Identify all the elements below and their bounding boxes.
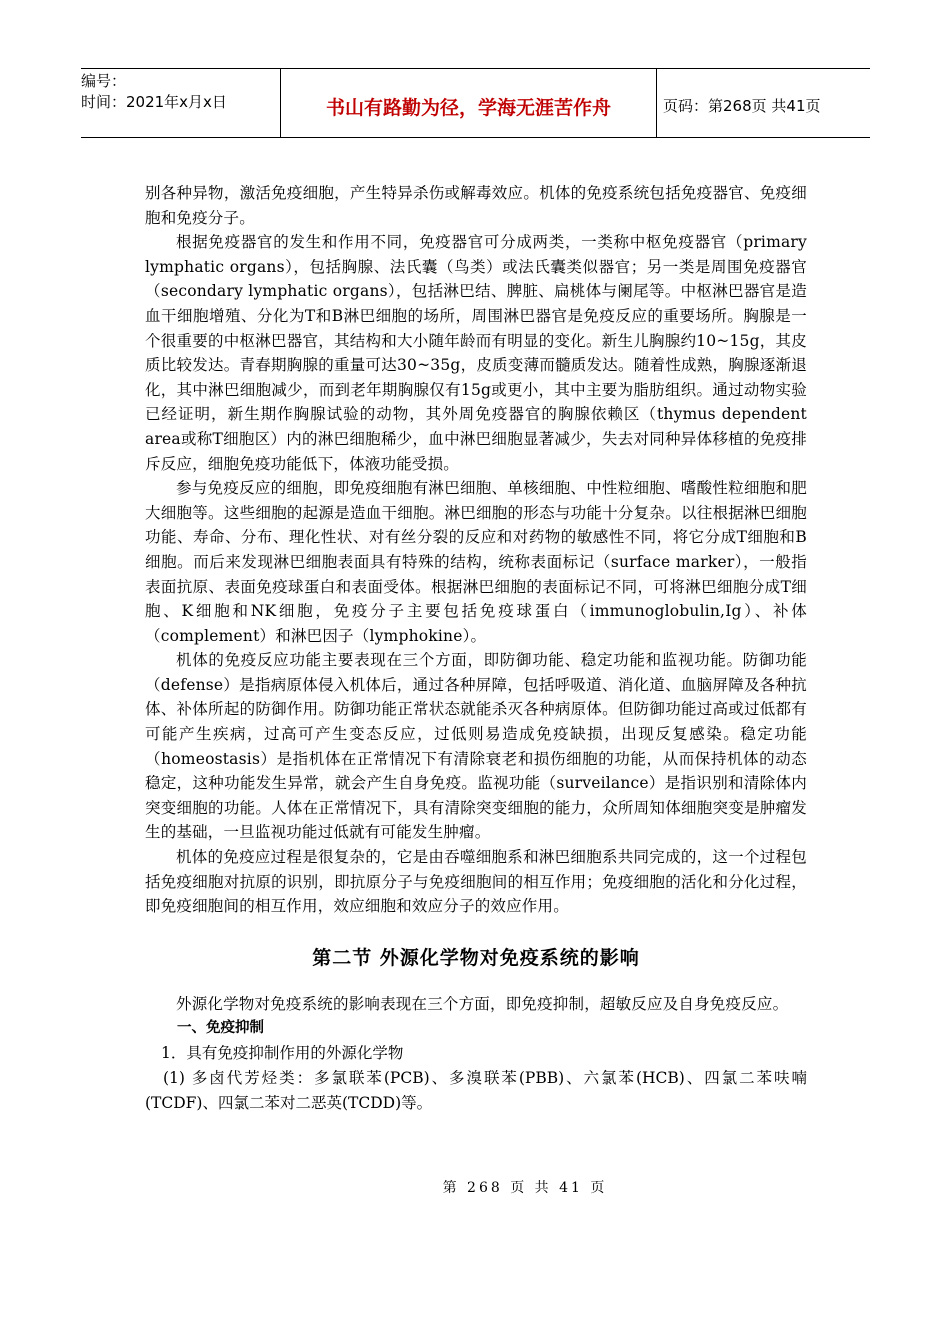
section-title: 第二节 外源化学物对免疫系统的影响 [312,946,640,969]
paragraph: 机体的免疫反应功能主要表现在三个方面，即防御功能、稳定功能和监视功能。防御功能（defense）是指病原体侵入机体后，通过各种屏障，包括呼吸道、消化道、血脑屏障及各种抗体、补体所起的防御作用。防御功能正常状态就能杀灭各种病原体。但防御功能过高或过低都有可能产生疾病，过高可产生变态反应，过低则易造成免疫缺损，出现反复感染。稳定功能（homeostasis）是指机体在正常情况下有清除衰老和损伤细胞的功能，从而保持机体的动态稳定，这种功能发生异常，就会产生自身免疫。监视功能（surveilance）是指识别和清除体内突变细胞的功能。人体在正常情况下，具有清除突变细胞的能力，众所周知体细胞突变是肿瘤发生的基础，一旦监视功能过低就有可能发生肿瘤。 [145,651,807,842]
page-header [81,68,870,138]
header-left-cell [81,69,281,137]
paragraph: 机体的免疫应过程是很复杂的，它是由吞噬细胞系和淋巴细胞系共同完成的，这一个过程包括免疫细胞对抗原的识别，即抗原分子与免疫细胞间的相互作用；免疫细胞的活化和分化过程，即免疫细胞间的相互作用，效应细胞和效应分子的效应作用。 [145,848,807,916]
date-label: 时间：2021年x月x日 [81,93,227,111]
header-page-info: 页码：第268页 共41页 [663,96,821,115]
list-item: (1) 多卤代芳烃类：多氯联苯(PCB)、多溴联苯(PBB)、六氯苯(HCB)、四氯二苯呋喃(TCDF)、四氯二苯对二恶英(TCDD)等。 [145,1069,807,1112]
document-body [145,181,807,1115]
subheading: 一、免疫抑制 [177,1020,264,1037]
section-intro: 外源化学物对免疫系统的影响表现在三个方面，即免疫抑制，超敏反应及自身免疫反应。 [176,994,789,1013]
header-motto: 书山有路勤为径，学海无涯苦作舟 [281,69,657,137]
paragraph: 参与免疫反应的细胞，即免疫细胞有淋巴细胞、单核细胞、中性粒细胞、嗜酸性粒细胞和肥大细胞等。这些细胞的起源是造血干细胞。淋巴细胞的形态与功能十分复杂。以往根据淋巴细胞功能、寿命、分布、理化性状、对有丝分裂的反应和对药物的敏感性不同，将它分成T细胞和B细胞。而后来发现淋巴细胞表面具有特殊的结构，统称表面标记（surface marker），一般指表面抗原、表面免疫球蛋白和表面受体。根据淋巴细胞的表面标记不同，可将淋巴细胞分成T细胞、K细胞和NK细胞，免疫分子主要包括免疫球蛋白（immunoglobulin,Ig）、补体（complement）和淋巴因子（lymphokine）。 [145,479,807,645]
number-label: 编号： [81,72,127,90]
list-item: 1．具有免疫抑制作用的外源化学物 [161,1044,404,1063]
paragraph: 根据免疫器官的发生和作用不同，免疫器官可分成两类，一类称中枢免疫器官（primary lymphatic organs），包括胸腺、法氏囊（鸟类）或法氏囊类似器官；另一类是周围免疫器官（secondary lymphatic organs），包括淋巴结、脾脏、扁桃体与阑尾等。中枢淋巴器官是造血干细胞增殖、分化为T和B淋巴细胞的场所，周围淋巴器官是免疫反应的重要场所。胸腺是一个很重要的中枢淋巴器官，其结构和大小随年龄而有明显的变化。新生儿胸腺约10~15g，其皮质比较发达。青春期胸腺的重量可达30~35g，皮质变薄而髓质发达。随着性成熟，胸腺逐渐退化，其中淋巴细胞减少，而到老年期胸腺仅有15g或更小，其中主要为脂肪组织。通过动物实验已经证明，新生期作胸腺试验的动物，其外周免疫器官的胸腺依赖区（thymus dependent area或称T细胞区）内的淋巴细胞稀少，血中淋巴细胞显著减少，失去对同种异体移植的免疫排斥反应，细胞免疫功能低下，体液功能受损。 [145,233,807,473]
paragraph: 别各种异物，激活免疫细胞，产生特异杀伤或解毒效应。机体的免疫系统包括免疫器官、免疫细胞和免疫分子。 [145,184,807,227]
page-footer: 第 268 页 共 41 页 [442,1180,608,1196]
